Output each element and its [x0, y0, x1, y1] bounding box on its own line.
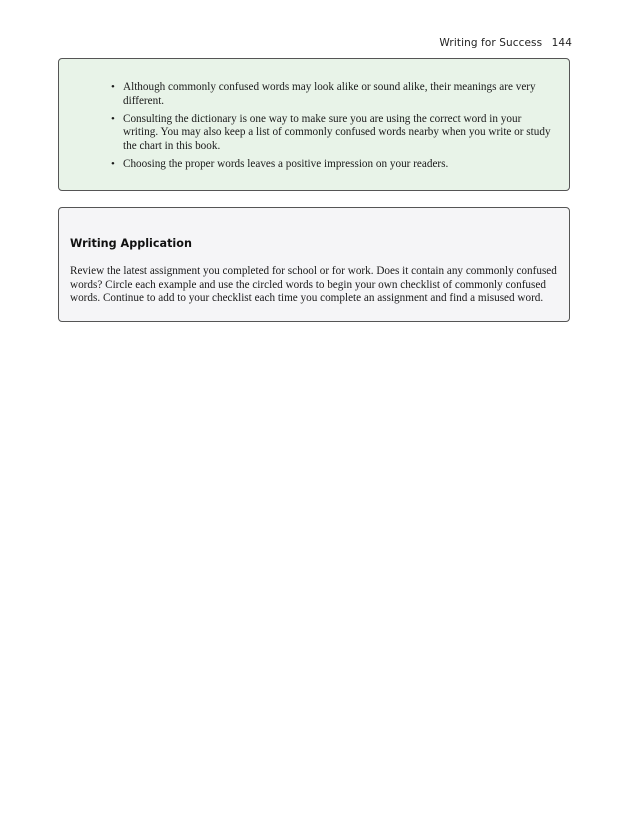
- key-takeaways-box: [58, 58, 570, 191]
- running-title: Writing for Success: [439, 37, 543, 49]
- list-item: [111, 81, 557, 108]
- list-item-text: Although commonly confused words may look alike or sound alike, their meanings are very different.: [123, 81, 536, 107]
- takeaways-list: [111, 81, 557, 176]
- running-header: [439, 37, 572, 49]
- bullet-icon: •: [111, 112, 115, 125]
- list-item: [111, 158, 557, 172]
- list-item-text: Choosing the proper words leaves a positive impression on your readers.: [123, 157, 449, 170]
- page-number: 144: [551, 37, 572, 49]
- writing-application-heading: Writing Application: [70, 237, 192, 250]
- list-item-text: Consulting the dictionary is one way to make sure you are using the correct word in your writing. You may also keep a list of commonly confused words nearby when you write or study the chart in this book.: [123, 112, 551, 152]
- writing-application-box: [58, 207, 570, 322]
- writing-application-body: Review the latest assignment you completed for school or for work. Does it contain any commonly confused words? Circle each example and use the circled words to begin your own checklist of commonly confused words. Continue to add to your checklist each time you complete an assignment and find a misused word.: [70, 265, 557, 304]
- list-item: [111, 113, 557, 154]
- bullet-icon: •: [111, 157, 115, 170]
- bullet-icon: •: [111, 81, 115, 93]
